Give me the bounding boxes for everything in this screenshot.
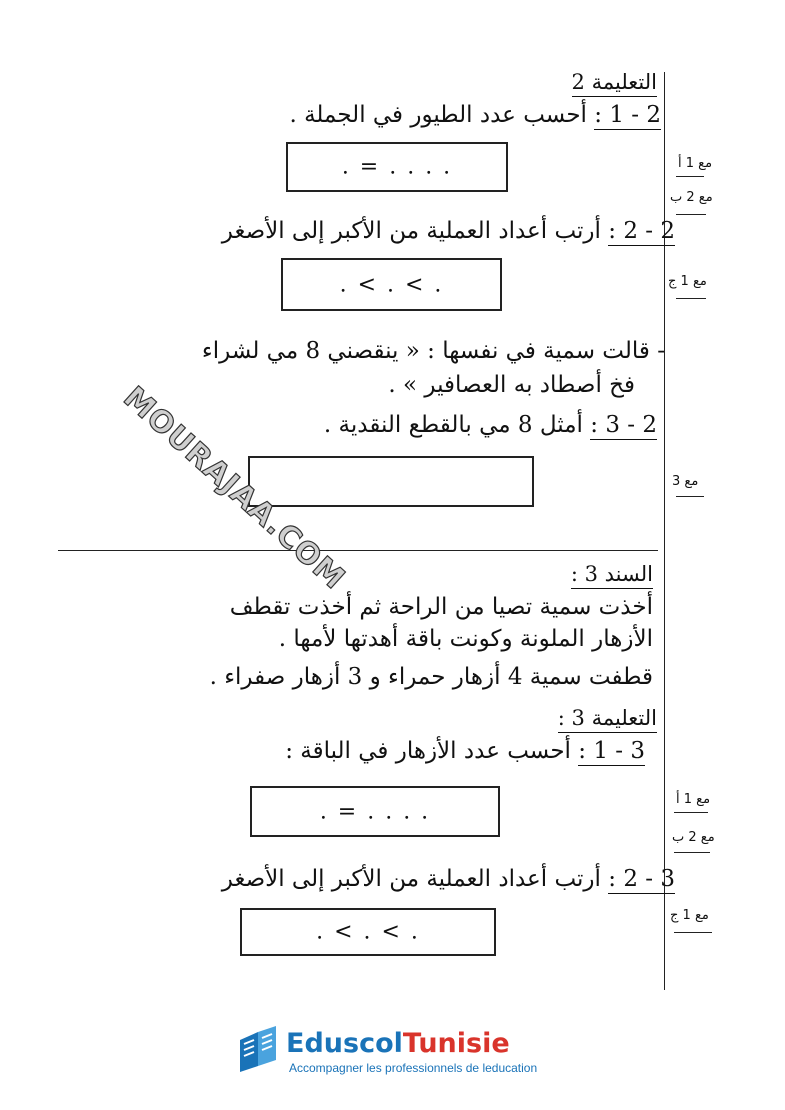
answer-box-2-2-text: . < . < .: [339, 272, 444, 297]
margin-divider-line: [664, 72, 665, 990]
grade-mark-2-1b: مع 2 ب: [670, 190, 713, 205]
grade-line: [674, 812, 708, 813]
watermark-text: MOURAJAA.COM: [116, 380, 352, 597]
question-2-3-text: أمثل 8 مي بالقطع النقدية .: [323, 412, 583, 438]
paragraph-line-2: الأزهار الملونة وكونت باقة أهدتها لأمها .: [278, 626, 653, 652]
grade-line: [676, 214, 706, 215]
story-line-1: - قالت سمية في نفسها : « ينقصني 8 مي لشراء: [201, 338, 665, 364]
grade-line: [676, 496, 704, 497]
question-3-1-label: 3 - 1 :: [578, 738, 645, 764]
grade-line: [674, 932, 712, 933]
story-line-2: فخ أصطاد به العصافير » .: [388, 372, 635, 398]
grade-mark-3-1a: مع 1 أ: [676, 792, 711, 807]
answer-box-2-1[interactable]: [286, 142, 508, 192]
question-2-2-label: 2 - 2 :: [608, 218, 675, 244]
question-2-2-text: أرتب أعداد العملية من الأكبر إلى الأصغر: [221, 218, 601, 244]
grade-line: [676, 176, 704, 177]
question-3-2-text: أرتب أعداد العملية من الأكبر إلى الأصغر: [221, 866, 601, 892]
support-3-title: السند 3 :: [571, 562, 653, 589]
answer-box-3-1-text: . = . . . .: [319, 799, 431, 824]
answer-box-2-2[interactable]: [281, 258, 502, 311]
section-separator: [58, 550, 658, 551]
question-3-2: [222, 866, 675, 894]
instruction-3-title: التعليمة 3 :: [558, 706, 657, 733]
grade-line: [676, 298, 706, 299]
grade-line: [674, 852, 710, 853]
question-3-1: [285, 738, 645, 766]
answer-box-3-1[interactable]: [250, 786, 500, 837]
question-2-1-text: أحسب عدد الطيور في الجملة .: [289, 102, 587, 128]
paragraph-line-3: قطفت سمية 4 أزهار حمراء و 3 أزهار صفراء .: [209, 664, 653, 690]
grade-mark-2-2: مع 1 ج: [668, 274, 707, 289]
question-2-1-label: 2 - 1 :: [594, 102, 661, 128]
eduscol-book-icon: [234, 1022, 282, 1074]
grade-mark-3-2: مع 1 ج: [670, 908, 709, 923]
answer-box-3-2-text: . < . < .: [316, 919, 420, 945]
question-2-3: [324, 412, 657, 440]
question-3-2-label: 3 - 2 :: [608, 866, 675, 892]
question-2-2: [222, 218, 675, 246]
footer-tagline: Accompagner les professionnels de leducation: [289, 1061, 538, 1075]
grade-mark-2-1a: مع 1 أ: [678, 156, 713, 171]
footer-brand-name: [286, 1028, 510, 1059]
footer-brand-part1: Eduscol: [286, 1028, 403, 1059]
question-2-3-label: 2 - 3 :: [590, 412, 657, 438]
question-2-1: [289, 102, 661, 130]
answer-box-3-2[interactable]: [240, 908, 496, 956]
instruction-2-title: التعليمة 2: [572, 70, 657, 97]
footer-brand-part2: Tunisie: [402, 1028, 510, 1059]
answer-box-2-3[interactable]: [248, 456, 534, 507]
grade-mark-2-3: مع 3: [672, 474, 699, 489]
answer-box-2-1-text: . = . . . .: [341, 154, 453, 180]
question-3-1-text: أحسب عدد الأزهار في الباقة :: [285, 738, 571, 764]
paragraph-line-1: أخذت سمية تصيا من الراحة ثم أخذت تقطف: [229, 594, 653, 620]
grade-mark-3-1b: مع 2 ب: [672, 830, 715, 845]
